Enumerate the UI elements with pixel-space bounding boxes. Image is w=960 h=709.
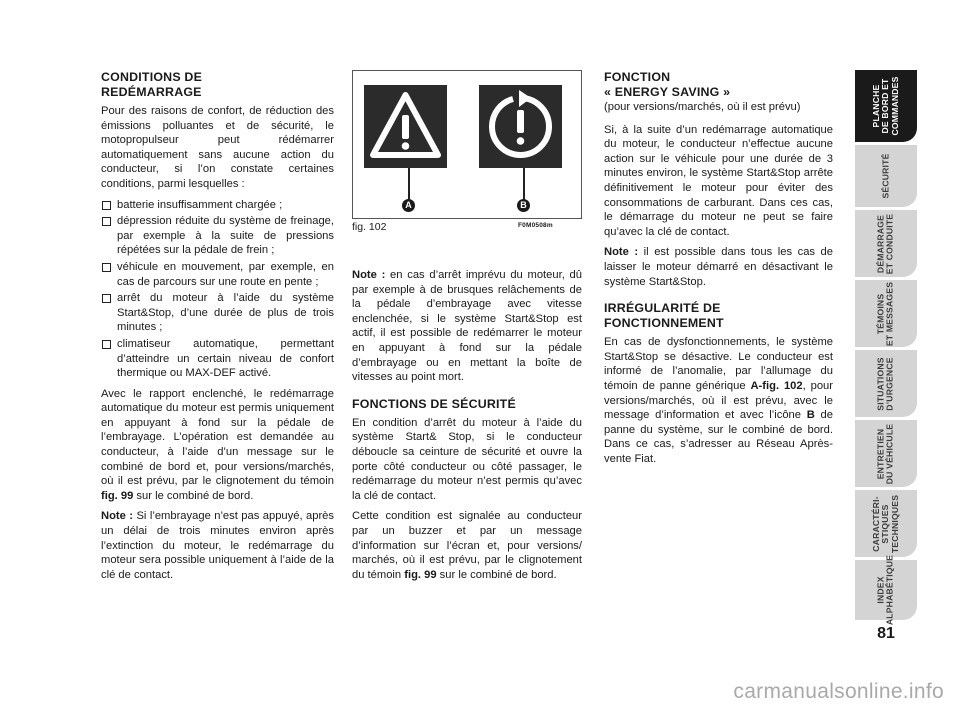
page-number: 81 [877, 625, 895, 642]
warning-light-tile [364, 85, 447, 168]
tab-entretien[interactable]: ENTRETIEN DU VÉHICULE [855, 420, 917, 487]
safety-functions-paragraph: En condition d’arrêt du moteur à l’aide du système Start& Stop, si le conducteur déboucle sa ceinture de sécurité et ouvre la porte côté conducteur ou côté passager, le redémarrage du moteur n’est permis qu’avec la clé de contact. [352, 416, 582, 502]
note-label: Note : [604, 246, 639, 259]
restart-conditions-intro: Pour des raisons de confort, de réduction des émissions polluantes et de sécurité, le motopropulseur peut rédémarrer automatiquement sans aucune action du conducteur, si l’on constate certaines conditions, parmi lesquelles : [101, 105, 334, 190]
list-item: dépression réduite du système de freinage, par exemple à la suite de pressions répétées sur la pédale de frein ; [101, 214, 334, 258]
note-label: Note : [352, 269, 386, 281]
tab-temoins[interactable]: TÉMOINS ET MESSAGES [855, 280, 917, 347]
figure-102 [352, 70, 582, 219]
callout-line-b [523, 168, 525, 200]
column-middle [352, 268, 582, 588]
section-heading-safety-functions: FONCTIONS DE SÉCURITÉ [352, 396, 516, 411]
tab-demarrage[interactable]: DÉMARRAGE ET CONDUITE [855, 210, 917, 277]
safety-signal-paragraph: Cette condition est signalée au conducteur par un buzzer et par un message d’information sur l’écran et, pour versions/ marchés, où il est prévu, par le clignotement du témoin fig. 99 sur le combiné de bord. [352, 510, 582, 581]
figure-reference: A-fig. 102 [750, 379, 803, 392]
figure-caption: fig. 102 [352, 221, 387, 233]
tab-securite[interactable]: SÉCURITÉ [855, 145, 917, 207]
icon-reference: B [806, 409, 815, 422]
list-item: véhicule en mouvement, par exemple, en cas de parcours sur une route en pente ; [101, 260, 334, 289]
watermark: carmanualsonline.info [733, 680, 944, 703]
energy-saving-note: Note : il est possible dans tous les cas de laisser le moteur démarré en désactivant le système Start&Stop. [604, 246, 833, 288]
callout-label-b: B [517, 199, 530, 212]
column-left [101, 70, 334, 588]
list-item: arrêt du moteur à l’aide du système Start&Stop, d’une durée de plus de trois minutes ; [101, 291, 334, 335]
callout-line-a [408, 168, 410, 200]
figure-reference: fig. 99 [404, 568, 437, 581]
figure-reference: fig. 99 [101, 489, 134, 502]
column-right [604, 70, 833, 472]
tab-planche-de-bord[interactable]: PLANCHE DE BORD ET COMMANDES [855, 70, 917, 142]
list-item: climatiseur automatique, permettant d’atteindre un certain niveau de confort thermique ou MAX-DEF activé. [101, 337, 334, 381]
energy-saving-subheading: (pour versions/marchés, où il est prévu) [604, 101, 801, 113]
note-label: Note : [101, 510, 134, 523]
start-stop-failure-icon [479, 85, 562, 168]
unexpected-stop-note: Note : en cas d’arrêt imprévu du moteur, dû par exemple à de brusques relâchements de la pédale d’embrayage avec vitesse enclenchée, si le système Start&Stop est actif, il est possible de redémarrer le moteur en appuyant à fond sur la pédale d’embrayage ou en mettant la boîte de vitesses au point mort. [352, 269, 582, 384]
figure-code: F0M0508m [518, 222, 553, 229]
start-stop-failure-tile [479, 85, 562, 168]
warning-triangle-icon [364, 85, 447, 168]
clutch-note: Note : Si l’embrayage n’est pas appuyé, après un délai de trois minutes environ après l’extinction du moteur, le redémarrage du moteur sera possible uniquement à l’aide de la clé de contact. [101, 510, 334, 581]
energy-saving-paragraph: Si, à la suite d’un redémarrage automatique du moteur, le conducteur n’effectue aucune action sur le véhicule pour une durée de 3 minutes environ, le système Start&Stop arrête définitivement le moteur pour éviter des consommations de carburant. Dans ces cas, le démarrage du moteur ne peut se faire qu’avec la clé de contact. [604, 123, 833, 238]
section-heading-malfunction: IRRÉGULARITÉ DE FONCTIONNEMENT [604, 301, 724, 331]
tab-caracteristiques[interactable]: CARACTÉRI- STIQUES TECHNIQUES [855, 490, 917, 557]
callout-label-a: A [402, 199, 415, 212]
restart-conditions-list [101, 198, 334, 381]
tab-situations-urgence[interactable]: SITUATIONS D’URGENCE [855, 350, 917, 417]
tab-index[interactable]: INDEX ALPHABÉTIQUE [855, 560, 917, 620]
section-heading-restart-conditions: CONDITIONS DE REDÉMARRAGE [101, 70, 203, 99]
malfunction-paragraph: En cas de dysfonctionnements, le système Start&Stop se désactive. Le conducteur est informé de l’anomalie, par l’allumage du témoin de panne générique A-fig. 102, pour versions/marchés, où il est prévu, avec le message d’information et avec l’icône B de panne du système, sur le combiné de bord. Dans ce cas, s’adresser au Réseau Après-vente Fiat. [604, 336, 833, 465]
list-item: batterie insuffisamment chargée ; [101, 198, 334, 213]
restart-gear-paragraph: Avec le rapport enclenché, le redémarrage automatique du moteur est permis uniquement en appuyant à fond sur la pédale de l’embrayage. L’opération est demandée au conducteur, à l’aide d’un message sur le combiné de bord et, pour versions/marchés, où il est prévu, par le clignotement du témoin fig. 99 sur le combiné de bord. [101, 387, 334, 502]
section-heading-energy-saving: FONCTION « ENERGY SAVING » [604, 70, 731, 99]
